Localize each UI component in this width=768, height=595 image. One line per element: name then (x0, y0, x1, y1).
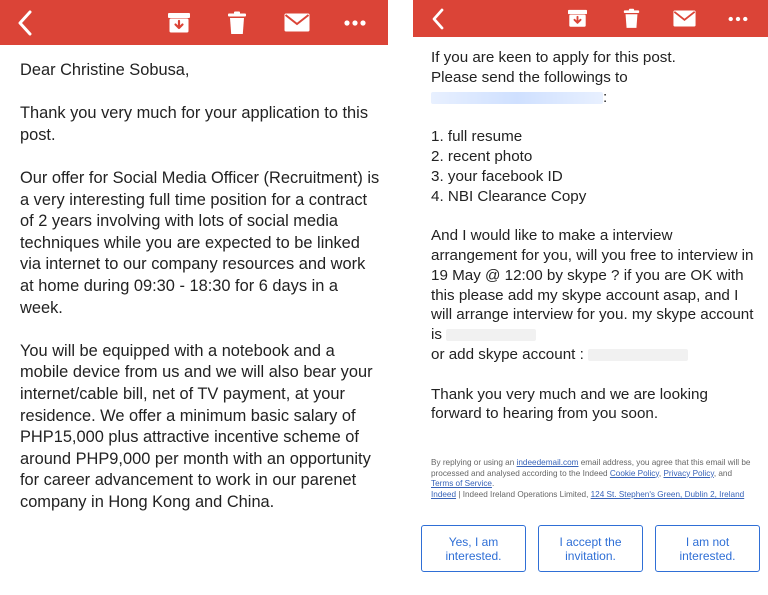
right-email-screen (413, 0, 768, 595)
email-body (20, 60, 384, 535)
closing-paragraph: Thank you very much and we are looking forward to hearing from you soon. (431, 385, 713, 423)
address-link[interactable]: 124 St. Stephen's Green, Dublin 2, Ireland (590, 489, 745, 499)
body-paragraph: Our offer for Social Media Officer (Recruitment) is a very interesting full time position for a contract of 2 years involving with lots of social media techniques while you are expected to be linked via internet to our company resources and work at home during 09:30 - 18:30 for 6 days in a week. (20, 168, 384, 317)
legal-notice (431, 458, 753, 500)
legal-text: | Indeed Ireland Operations Limited, (456, 489, 591, 499)
trash-icon (227, 11, 247, 35)
response-buttons (421, 525, 760, 572)
more-options-button[interactable] (724, 0, 752, 37)
legal-text: email address, you agree that this email will be processed and analysed according to the Indeed (431, 458, 751, 478)
cookie-policy-link[interactable]: Cookie Policy (609, 468, 659, 478)
back-arrow-icon (16, 10, 34, 36)
screenshot-divider (388, 0, 413, 595)
mail-icon (673, 10, 696, 27)
legal-text: . (491, 479, 495, 489)
arrangement-text: And I would like to make a interview arrangement for you, will you free to interview in 19 May @ 12:00 by skype ? if you are OK with this please add my skype account asap, and I will arrange interview for you. my skype account is (431, 227, 758, 344)
delete-button[interactable] (222, 0, 252, 45)
body-paragraph: Thank you very much for your application to this post. (20, 104, 373, 144)
apply-instructions (431, 48, 762, 107)
instruction-line: Please send the followings to (431, 68, 628, 86)
trash-icon (623, 8, 640, 29)
list-item: 2. recent photo (431, 147, 533, 165)
more-icon (728, 16, 748, 22)
archive-button[interactable] (563, 0, 591, 37)
back-button[interactable] (423, 0, 453, 37)
mail-icon (284, 13, 310, 32)
more-icon (344, 20, 366, 26)
legal-text: , (658, 468, 664, 478)
privacy-policy-link[interactable]: Privacy Policy (663, 468, 714, 478)
mark-unread-button[interactable] (281, 0, 313, 45)
terms-of-service-link[interactable]: Terms of Service (431, 479, 492, 489)
body-paragraph: You will be equipped with a notebook and a mobile device from us and we will also bear your internet/cable bill, net of TV payment, at your residence. We offer a minimum basic salary of PHP15,000 plus attractive incentive scheme of around PHP9,000 per month with an opportunity for career advancement to work in our parenet company in Hong Kong and China. (20, 341, 378, 511)
redacted-skype (446, 329, 536, 341)
archive-button[interactable] (164, 0, 194, 45)
redacted-skype (588, 349, 688, 361)
archive-icon (567, 9, 588, 28)
yes-interested-button[interactable]: Yes, I am interested. (421, 525, 526, 572)
indeed-link[interactable]: Indeed (431, 489, 457, 499)
not-interested-button[interactable]: I am not interested. (655, 525, 760, 572)
interview-paragraph (431, 226, 762, 365)
email-toolbar (0, 0, 388, 45)
redacted-email (431, 92, 603, 104)
list-item: 3. your facebook ID (431, 167, 563, 185)
indeedemail-link[interactable]: indeedemail.com (516, 458, 579, 467)
accept-invitation-button[interactable]: I accept the invitation. (538, 525, 643, 572)
email-toolbar (413, 0, 768, 37)
email-body (431, 48, 762, 444)
instruction-line: If you are keen to apply for this post. (431, 49, 676, 66)
legal-text: By replying or using an (431, 458, 517, 467)
greeting: Dear Christine Sobusa, (20, 61, 190, 79)
archive-icon (167, 12, 191, 34)
arrangement-or-text: or add skype account : (431, 345, 584, 363)
more-options-button[interactable] (340, 0, 370, 45)
legal-text: , and (713, 468, 733, 478)
list-item: 1. full resume (431, 128, 523, 146)
requirements-list (431, 127, 762, 206)
instruction-colon: : (603, 88, 608, 106)
back-arrow-icon (430, 8, 446, 30)
mark-unread-button[interactable] (669, 0, 699, 37)
delete-button[interactable] (617, 0, 645, 37)
back-button[interactable] (10, 0, 40, 45)
list-item: 4. NBI Clearance Copy (431, 187, 587, 205)
